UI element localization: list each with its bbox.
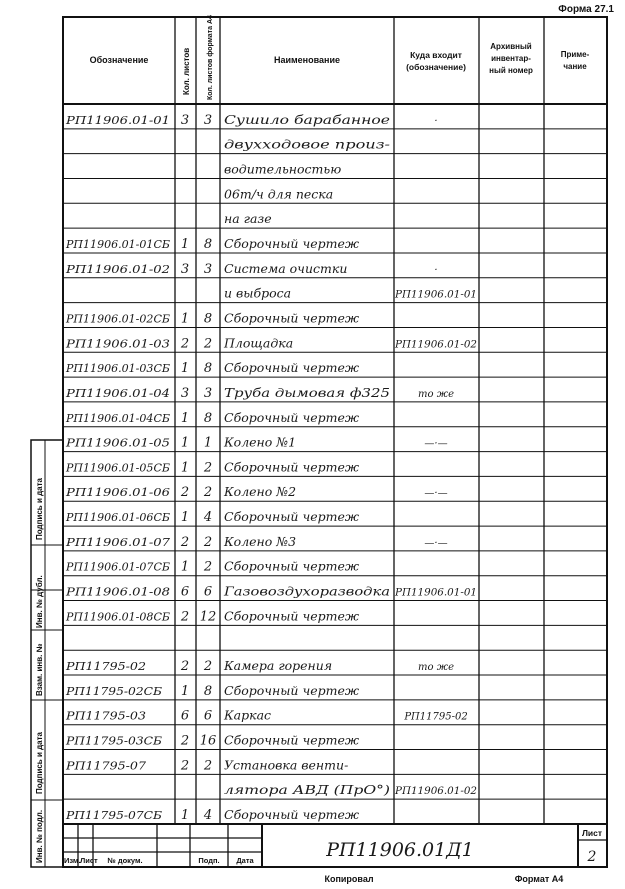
row-name: Площадка [224,335,294,351]
row-sheets-count: 1 [180,460,190,476]
row-where-used: —·— [424,438,448,450]
row-sheets-count: 2 [180,336,190,352]
row-where-used: · [434,115,438,127]
row-sheets-a4: 3 [203,112,213,128]
row-name: водительностью [224,161,342,177]
row-designation: РП11795-02 [64,660,146,674]
row-sheets-count: 2 [180,758,190,774]
row-designation: РП11795-03 [64,709,146,723]
row-sheets-count: 1 [180,510,190,526]
row-name: Труба дымовая ф325 [224,384,391,400]
row-designation: РП11906.01-08СБ [64,610,170,624]
header-sheets-count: Кол. листов [182,47,191,95]
row-sheets-count: 1 [180,683,190,699]
form-label: Форма 27.1 [558,4,614,15]
side-label-inv-orig: Инв. № подл. [35,809,44,863]
row-name: Сборочный чертеж [224,310,360,326]
row-designation: РП11906.01-04СБ [64,411,170,425]
table-header [90,15,590,100]
row-where-used: то же [418,662,454,674]
row-name: Газовоздухоразводка [222,583,390,599]
row-where-used: РП11906.01-02 [393,339,477,351]
row-designation: РП11795-07СБ [64,809,162,822]
row-sheets-a4: 12 [199,609,217,625]
row-where-used: то же [418,388,454,400]
row-sheets-a4: 2 [203,559,213,575]
side-label-sign-date-2: Подпись и дата [35,478,44,540]
row-sheets-count: 1 [180,808,190,823]
row-where-used: РП11906.01-02 [393,786,477,798]
row-designation: РП11906.01-07 [64,535,170,549]
row-sheets-count: 6 [180,708,190,724]
row-sheets-a4: 4 [203,510,213,526]
row-sheets-a4: 2 [203,659,213,675]
row-name: Установка венти- [224,757,349,773]
header-note-2: чание [563,62,587,71]
row-sheets-a4: 8 [203,236,213,252]
row-designation: РП11906.01-06СБ [64,511,170,525]
row-name: и выброса [224,285,292,301]
header-where-used-2: (обозначение) [406,62,466,72]
stamp-sheet-number: 2 [587,849,597,865]
row-name: Сборочный чертеж [224,732,360,748]
row-name: Каркас [224,707,272,723]
row-designation: РП11906.01-05 [64,436,170,450]
row-name: Система очистки [224,260,348,276]
row-where-used: —·— [424,488,448,500]
row-sheets-a4: 3 [203,261,213,277]
row-designation: РП11795-03СБ [64,734,162,748]
row-sheets-count: 1 [180,435,190,451]
row-sheets-count: 3 [180,385,190,401]
row-designation: РП11906.01-03 [64,337,170,351]
row-designation: РП11906.01-02 [64,262,170,276]
row-sheets-count: 1 [180,236,190,252]
footer-copied: Копировал [324,874,374,884]
stamp-col-date: Дата [236,856,254,865]
row-designation: РП11906.01-07СБ [64,560,170,574]
header-note-1: Приме- [560,50,590,59]
row-where-used: —·— [424,537,448,549]
stamp-col-docnum: № докум. [107,856,143,865]
row-sheets-a4: 2 [203,485,213,501]
row-sheets-count: 1 [180,559,190,575]
row-name: Сборочный чертеж [224,682,360,698]
row-sheets-a4: 8 [203,311,213,327]
row-sheets-count: 1 [180,361,190,377]
row-name: Колено №2 [224,484,297,500]
header-archive-1: Архивный [490,42,532,51]
row-sheets-a4: 8 [203,683,213,699]
row-name: двухходовое произ- [224,136,390,152]
row-designation: РП11906.01-01 [64,113,170,127]
row-sheets-a4: 6 [203,708,213,724]
row-name: Сборочный чертеж [224,409,360,425]
header-where-used-1: Куда входит [410,50,462,60]
row-sheets-count: 2 [180,485,190,501]
row-sheets-count: 3 [180,112,190,128]
row-name: Сборочный чертеж [224,360,360,376]
row-sheets-count: 2 [180,609,190,625]
side-label-inv-dup: Инв. № дубл. [35,575,44,628]
header-designation: Обозначение [89,55,149,65]
row-sheets-count: 2 [180,733,190,749]
row-sheets-a4: 1 [203,435,213,451]
header-archive-2: инвентар- [491,54,531,63]
side-label-sign-date-1: Подпись и дата [35,732,44,794]
row-name: лятора АВД (ПрО°) [224,782,391,798]
row-name: Сборочный чертеж [224,509,360,525]
row-sheets-a4: 2 [203,460,213,476]
header-archive-3: ный номер [489,66,533,75]
row-sheets-a4: 3 [203,385,213,401]
row-sheets-count: 1 [180,410,190,426]
row-designation: РП11906.01-04 [64,386,170,400]
row-designation: РП11906.01-05СБ [64,461,170,475]
row-name: Колено №1 [224,434,297,450]
row-sheets-a4: 16 [199,733,217,749]
row-name: Сборочный чертеж [224,807,360,822]
stamp-doc-code: РП11906.01Д1 [326,839,474,861]
row-designation: РП11906.01-03СБ [64,362,170,376]
title-block [63,824,607,867]
row-name: Сборочный чертеж [224,459,360,475]
row-name: Камера горения [224,658,333,674]
header-name: Наименование [273,55,341,65]
row-sheets-a4: 6 [203,584,213,600]
row-sheets-a4: 2 [203,336,213,352]
row-where-used: РП11906.01-01 [393,587,477,599]
stamp-col-sheet: Лист [80,856,98,865]
row-where-used: РП11906.01-01 [393,289,477,301]
row-name: Сборочный чертеж [224,235,360,251]
row-name: Сборочный чертеж [224,608,360,624]
row-designation: РП11795-07 [64,759,146,773]
row-designation: РП11906.01-06 [64,486,170,500]
table-body [63,112,607,823]
row-name: Колено №3 [224,533,297,549]
row-name: 06т/ч для песка [224,186,334,202]
header-sheets-a4: Кол. листов формата А4 [207,15,214,100]
row-where-used: · [434,264,438,276]
row-name: Сушило барабанное [224,111,390,127]
side-label-replace-inv: Взам. инв. № [35,643,44,696]
row-designation: РП11906.01-02СБ [64,312,170,326]
row-sheets-a4: 4 [203,808,213,823]
row-designation: РП11906.01-01СБ [64,237,170,251]
row-name: Сборочный чертеж [224,558,360,574]
stamp-col-change: Изм. [64,856,81,865]
stamp-col-sign: Подп. [198,856,220,865]
side-strip [31,440,63,867]
row-sheets-count: 6 [180,584,190,600]
row-sheets-a4: 2 [203,758,213,774]
row-sheets-count: 1 [180,311,190,327]
row-sheets-count: 3 [180,261,190,277]
row-designation: РП11906.01-08 [64,585,170,599]
stamp-sheet-label: Лист [581,828,603,838]
row-where-used: РП11795-02 [404,711,468,723]
row-sheets-a4: 8 [203,361,213,377]
row-designation: РП11795-02СБ [64,684,162,698]
row-sheets-count: 2 [180,659,190,675]
row-name: на газе [224,211,272,227]
row-sheets-a4: 8 [203,410,213,426]
footer-format: Формат А4 [514,874,564,884]
row-sheets-count: 2 [180,534,190,550]
row-sheets-a4: 2 [203,534,213,550]
